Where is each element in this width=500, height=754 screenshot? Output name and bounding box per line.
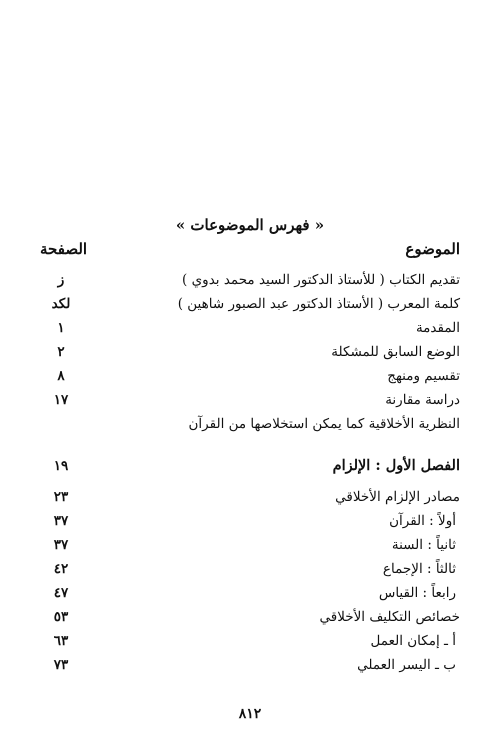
entry-page: ١٧ — [53, 392, 69, 408]
chapter-title: الفصل الأول : الإلزام — [332, 457, 460, 474]
entry-title: ثانياً : السنة — [391, 537, 456, 553]
toc-chapter-one — [40, 454, 460, 478]
entry-title: دراسة مقارنة — [385, 392, 460, 408]
chapter-heading — [40, 454, 460, 478]
entry-page: ١ — [57, 320, 65, 336]
toc-entry — [40, 581, 460, 605]
entry-title: ب ـ اليسر العملي — [357, 657, 456, 673]
entry-title: النظرية الأخلاقية كما يمكن استخلاصها من القرآن — [188, 416, 460, 432]
entry-page: ٤٧ — [53, 585, 69, 601]
toc-entry — [40, 509, 460, 533]
entry-page: ٦٣ — [53, 633, 69, 649]
toc-entry — [40, 388, 460, 412]
page-column-header: الصفحة — [40, 240, 88, 258]
toc-entry — [40, 629, 460, 653]
entry-page: ٥٣ — [53, 609, 69, 625]
toc-entry — [40, 533, 460, 557]
toc-entry — [40, 268, 460, 292]
entry-title: مصادر الإلزام الأخلاقي — [335, 489, 460, 505]
toc-entry — [40, 605, 460, 629]
entry-page: ٢٣ — [53, 489, 69, 505]
entry-title: تقديم الكتاب ( للأستاذ الدكتور السيد محمد بدوي ) — [182, 272, 460, 288]
toc-section-obligation — [40, 485, 460, 677]
entry-title: الوضع السابق للمشكلة — [331, 344, 460, 360]
toc-entry — [40, 557, 460, 581]
toc-entry — [40, 340, 460, 364]
entry-title: تقسيم ومنهج — [387, 368, 460, 384]
toc-entry — [40, 653, 460, 677]
entry-page: ٤٢ — [53, 561, 69, 577]
toc-entry — [40, 485, 460, 509]
toc-entry — [40, 412, 460, 436]
entry-page: ٧٣ — [53, 657, 69, 673]
entry-page: ٣٧ — [53, 513, 69, 529]
entry-page: ٨ — [57, 368, 65, 384]
entry-title: المقدمة — [415, 320, 460, 336]
page-number: ٨١٢ — [238, 706, 262, 722]
toc-header — [40, 240, 460, 264]
entry-page: ٢ — [57, 344, 65, 360]
entry-page: لكد — [51, 296, 71, 312]
page-title: « فهرس الموضوعات » — [175, 216, 325, 234]
topic-column-header: الموضوع — [405, 240, 460, 258]
toc-section-intro — [40, 268, 460, 436]
entry-title: كلمة المعرب ( الأستاذ الدكتور عبد الصبور شاهين ) — [177, 296, 460, 312]
entry-title: أولاً : القرآن — [389, 513, 456, 529]
toc-entry — [40, 292, 460, 316]
chapter-page: ١٩ — [53, 458, 69, 474]
toc-entry — [40, 316, 460, 340]
entry-page: ٣٧ — [53, 537, 69, 553]
entry-title: خصائص التكليف الأخلاقي — [319, 609, 460, 625]
entry-title: أ ـ إمكان العمل — [370, 633, 456, 649]
entry-page: ز — [57, 272, 65, 288]
entry-title: ثالثاً : الإجماع — [382, 561, 456, 577]
entry-title: رابعاً : القياس — [378, 585, 456, 601]
toc-entry — [40, 364, 460, 388]
